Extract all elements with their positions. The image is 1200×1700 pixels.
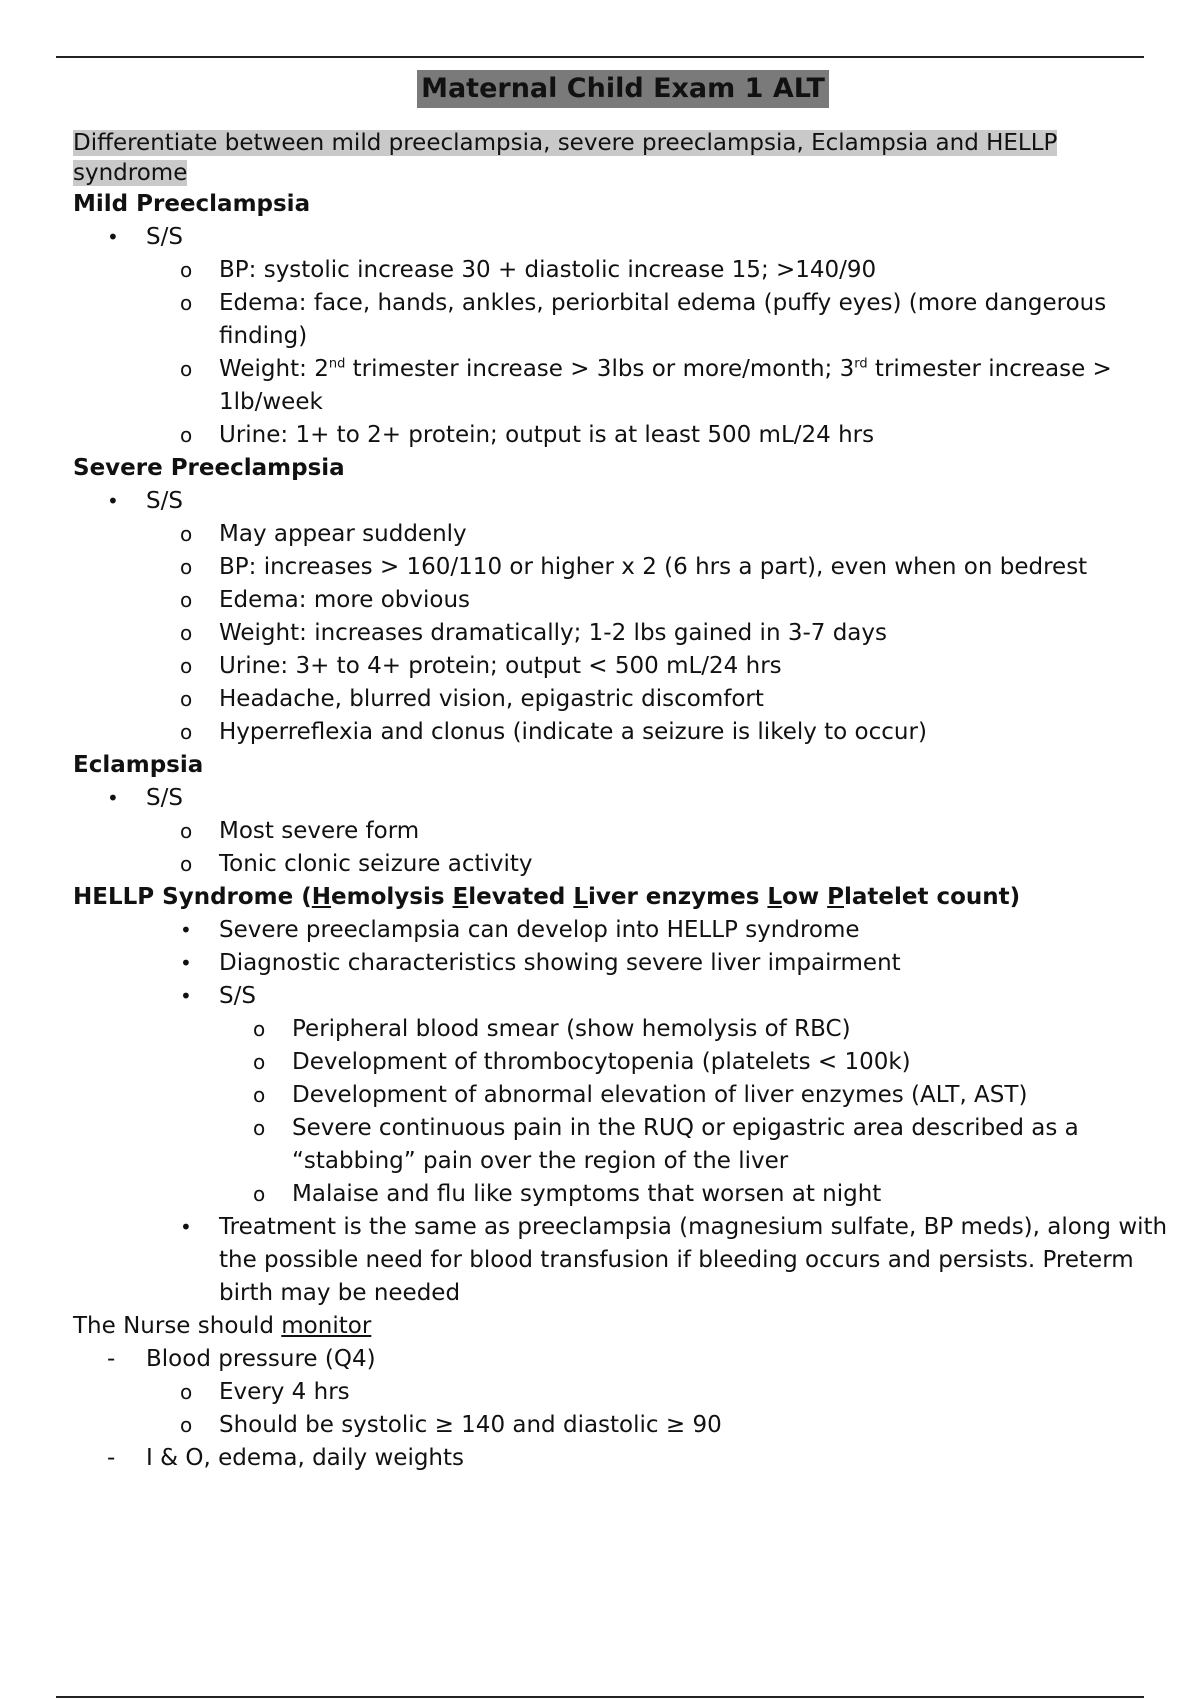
hellp-ss-text: Malaise and flu like symptoms that worsen at night — [292, 1181, 882, 1207]
mild-weight-sup1: nd — [328, 356, 346, 372]
bullet-marker: • — [180, 951, 192, 975]
hellp-h1: H — [311, 884, 332, 910]
circle-marker: o — [180, 1380, 193, 1404]
hellp-h2r: levated — [468, 884, 574, 910]
hellp-bullet — [73, 980, 1173, 1013]
mild-urine-text: Urine: 1+ to 2+ protein; output is at least 500 mL/24 hrs — [219, 422, 875, 448]
circle-marker: o — [253, 1083, 266, 1107]
hellp-bullet — [73, 947, 1173, 980]
circle-marker: o — [180, 522, 193, 546]
nurse-io: I & O, edema, daily weights — [146, 1445, 465, 1471]
circle-marker: o — [253, 1050, 266, 1074]
page-title: Maternal Child Exam 1 ALT — [417, 70, 829, 108]
hellp-ss-item — [73, 1112, 1173, 1178]
circle-marker: o — [180, 621, 193, 645]
hellp-bullet — [73, 914, 1173, 947]
circle-marker: o — [180, 423, 193, 447]
eclampsia-heading: Eclampsia — [73, 752, 204, 778]
hellp-h5: P — [827, 884, 844, 910]
hellp-ss-item — [73, 1079, 1173, 1112]
hellp-ss-text: Severe continuous pain in the RUQ or epigastric area described as a “stabbing” pain over the region of the liver — [292, 1115, 1079, 1174]
hellp-ss-text: Peripheral blood smear (show hemolysis of RBC) — [292, 1016, 851, 1042]
hellp-b1: Severe preeclampsia can develop into HELLP syndrome — [219, 917, 860, 943]
hellp-h-pre: HELLP Syndrome ( — [73, 884, 312, 910]
bottom-rule — [56, 1696, 1144, 1698]
severe-ss-label: S/S — [146, 488, 183, 514]
document-page — [73, 70, 1173, 1475]
nurse-pre: The Nurse should — [73, 1313, 282, 1339]
bullet-marker: • — [107, 489, 119, 513]
nurse-heading — [73, 1310, 1173, 1343]
dash-marker: - — [107, 1346, 116, 1372]
hellp-heading — [73, 881, 1173, 914]
mild-weight-mid: trimester increase > 3lbs or more/month; 3 — [345, 356, 855, 382]
circle-marker: o — [180, 819, 193, 843]
mild-edema-text: Edema: face, hands, ankles, periorbital edema (puffy eyes) (more dangerous finding) — [219, 290, 1107, 349]
severe-item-text: Weight: increases dramatically; 1-2 lbs gained in 3-7 days — [219, 620, 887, 646]
hellp-h4: L — [767, 884, 783, 910]
severe-ss — [73, 485, 1173, 518]
hellp-ss-item — [73, 1013, 1173, 1046]
circle-marker: o — [180, 588, 193, 612]
circle-marker: o — [180, 291, 193, 315]
circle-marker: o — [180, 852, 193, 876]
hellp-h1r: emolysis — [331, 884, 453, 910]
circle-marker: o — [253, 1116, 266, 1140]
nurse-item — [73, 1442, 1173, 1475]
hellp-b2: Diagnostic characteristics showing severe liver impairment — [219, 950, 901, 976]
circle-marker: o — [180, 357, 193, 381]
nurse-monitor: monitor — [281, 1313, 372, 1339]
severe-item — [73, 683, 1173, 716]
hellp-ss-item — [73, 1046, 1173, 1079]
mild-edema — [73, 287, 1173, 353]
nurse-bp: Blood pressure (Q4) — [146, 1346, 376, 1372]
eclampsia-ss-label: S/S — [146, 785, 183, 811]
dash-marker: - — [107, 1445, 116, 1471]
nurse-bp-item — [73, 1409, 1173, 1442]
circle-marker: o — [180, 1413, 193, 1437]
top-rule — [56, 56, 1144, 58]
bullet-marker: • — [107, 786, 119, 810]
eclampsia-item-text: Tonic clonic seizure activity — [219, 851, 533, 877]
severe-item — [73, 518, 1173, 551]
eclampsia-item-text: Most severe form — [219, 818, 420, 844]
hellp-treatment — [73, 1211, 1173, 1310]
nurse-bp-text: Should be systolic ≥ 140 and diastolic ≥ 90 — [219, 1412, 722, 1438]
mild-urine — [73, 419, 1173, 452]
mild-weight-post: trimester increase > 1lb/week — [219, 356, 1112, 415]
subject-line — [73, 128, 1173, 188]
mild-weight — [73, 353, 1173, 419]
bullet-marker: • — [180, 918, 192, 942]
circle-marker: o — [180, 687, 193, 711]
hellp-h2: E — [452, 884, 469, 910]
mild-bp-text: BP: systolic increase 30 + diastolic increase 15; >140/90 — [219, 257, 877, 283]
hellp-h4r: ow — [782, 884, 828, 910]
mild-ss-label: S/S — [146, 224, 183, 250]
nurse-bp-item — [73, 1376, 1173, 1409]
hellp-h3: L — [573, 884, 588, 910]
severe-item-text: BP: increases > 160/110 or higher x 2 (6 hrs a part), even when on bedrest — [219, 554, 1088, 580]
severe-item-text: Urine: 3+ to 4+ protein; output < 500 mL/24 hrs — [219, 653, 782, 679]
severe-item — [73, 617, 1173, 650]
circle-marker: o — [180, 654, 193, 678]
eclampsia-item — [73, 815, 1173, 848]
bullet-marker: • — [107, 225, 119, 249]
hellp-ss-text: Development of abnormal elevation of liver enzymes (ALT, AST) — [292, 1082, 1028, 1108]
hellp-b3: S/S — [219, 983, 256, 1009]
circle-marker: o — [180, 720, 193, 744]
mild-ss — [73, 221, 1173, 254]
mild-weight-pre: Weight: 2 — [219, 356, 329, 382]
severe-item — [73, 584, 1173, 617]
severe-item — [73, 551, 1173, 584]
severe-item-text: May appear suddenly — [219, 521, 467, 547]
circle-marker: o — [253, 1182, 266, 1206]
subject-text: Differentiate between mild preeclampsia, severe preeclampsia, Eclampsia and HELLP syndrome — [73, 130, 1058, 186]
bullet-marker: • — [180, 984, 192, 1008]
title-block — [73, 70, 1173, 110]
eclampsia-ss — [73, 782, 1173, 815]
eclampsia-item — [73, 848, 1173, 881]
hellp-ss-item — [73, 1178, 1173, 1211]
mild-weight-sup2: rd — [854, 356, 868, 372]
severe-item-text: Headache, blurred vision, epigastric discomfort — [219, 686, 764, 712]
hellp-h5r: latelet count) — [844, 884, 1021, 910]
severe-item-text: Edema: more obvious — [219, 587, 471, 613]
nurse-item — [73, 1343, 1173, 1376]
circle-marker: o — [253, 1017, 266, 1041]
hellp-treatment-text: Treatment is the same as preeclampsia (magnesium sulfate, BP meds), along with the possible need for blood transfusion if bleeding occurs and persists. Preterm birth may be needed — [219, 1214, 1168, 1306]
circle-marker: o — [180, 258, 193, 282]
mild-heading: Mild Preeclampsia — [73, 191, 311, 217]
circle-marker: o — [180, 555, 193, 579]
severe-heading: Severe Preeclampsia — [73, 455, 345, 481]
mild-bp — [73, 254, 1173, 287]
bullet-marker: • — [180, 1215, 192, 1239]
severe-item — [73, 650, 1173, 683]
severe-item — [73, 716, 1173, 749]
hellp-h3r: iver enzymes — [587, 884, 768, 910]
hellp-ss-text: Development of thrombocytopenia (platelets < 100k) — [292, 1049, 911, 1075]
nurse-bp-text: Every 4 hrs — [219, 1379, 350, 1405]
severe-item-text: Hyperreflexia and clonus (indicate a seizure is likely to occur) — [219, 719, 927, 745]
